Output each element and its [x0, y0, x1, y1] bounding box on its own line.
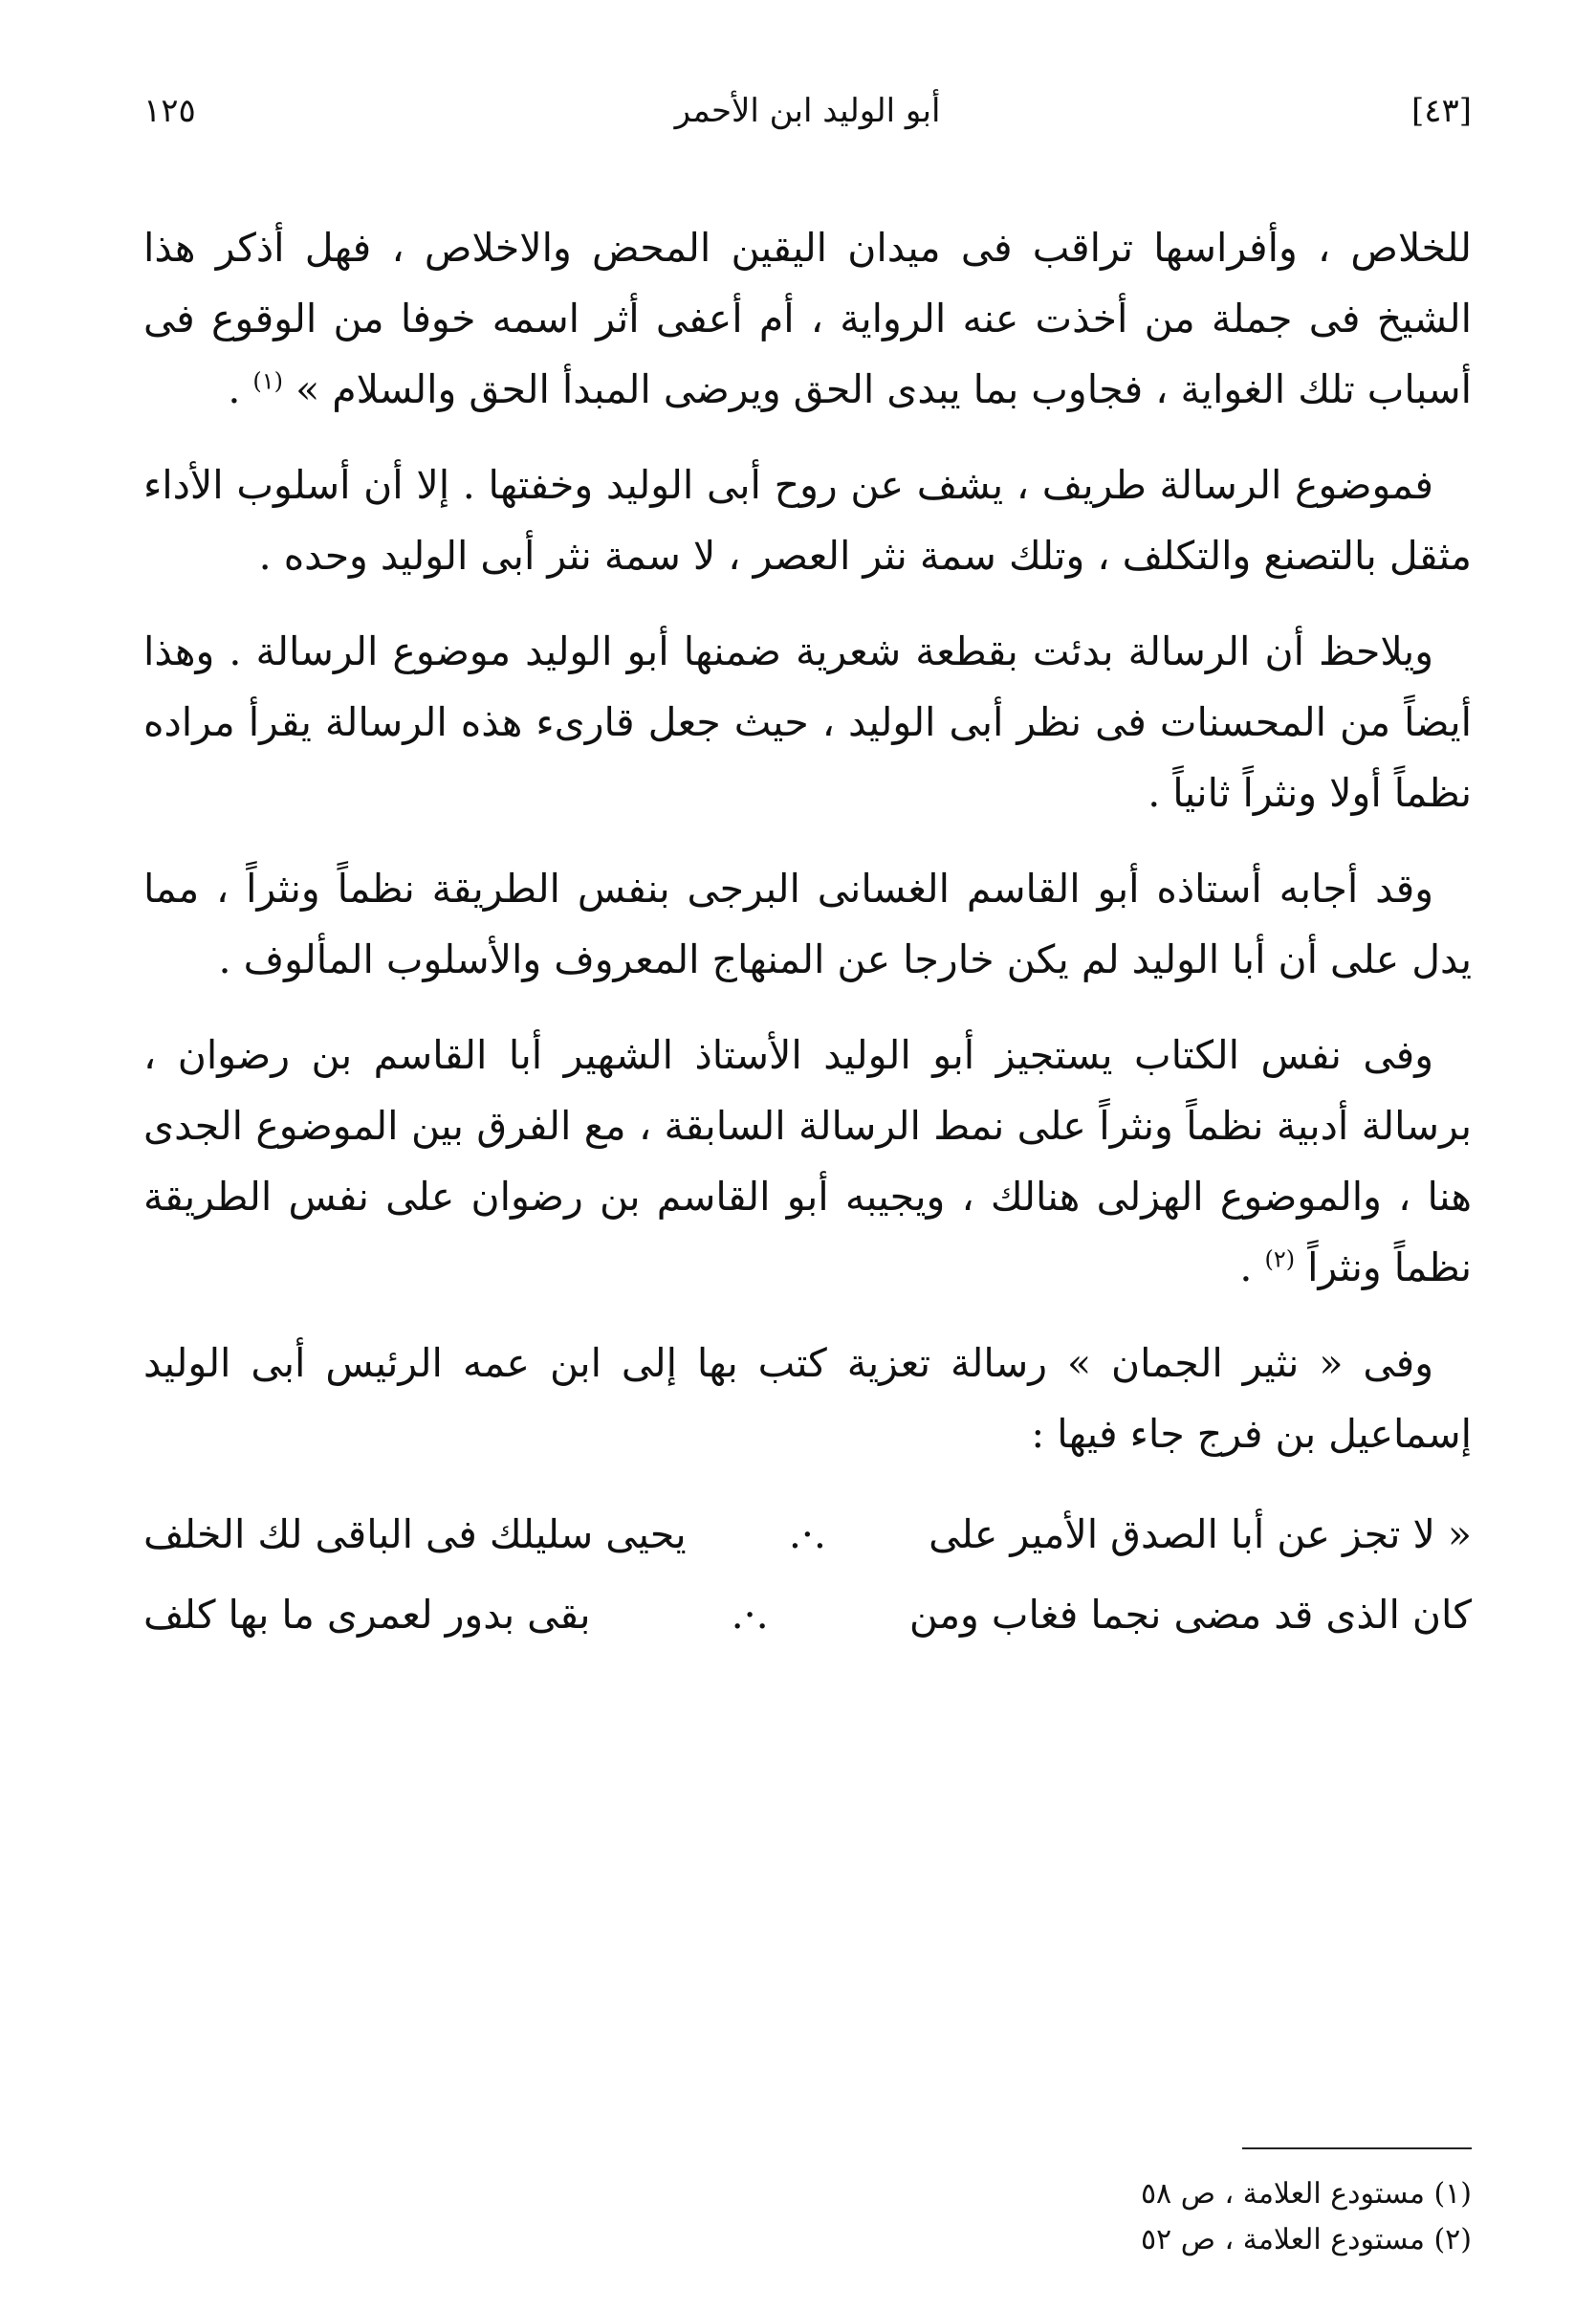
- paragraph-text: وقد أجابه أستاذه أبو القاسم الغسانى البرجى بنفس الطريقة نظماً ونثراً ، مما يدل على أن أبا الوليد لم يكن خارجا عن المنهاج المعروف والأسلوب المألوف .: [143, 866, 1472, 982]
- paragraph-4: [143, 853, 1472, 995]
- paragraph-6: [143, 1328, 1472, 1469]
- paragraph-tail: .: [1239, 1244, 1265, 1290]
- verse-separator: .·.: [788, 1511, 826, 1557]
- footnote-ref-2: (٢): [1264, 1245, 1296, 1273]
- footnote-ref-1: (١): [252, 367, 284, 395]
- page-number: ١٢٥: [143, 92, 196, 130]
- verse-hemistich-second: يحيى سليلك فى الباقى لك الخلف: [143, 1511, 687, 1557]
- paragraph-3: [143, 616, 1472, 828]
- section-marker: [٤٣]: [1410, 92, 1472, 130]
- verse-separator: .·.: [731, 1592, 769, 1638]
- footnotes: [143, 2171, 1472, 2263]
- paragraph-text: فموضوع الرسالة طريف ، يشف عن روح أبى الوليد وخفتها . إلا أن أسلوب الأداء مثقل بالتصنع والتكلف ، وتلك سمة نثر العصر ، لا سمة نثر أبى الوليد وحده .: [143, 462, 1472, 579]
- poem-verses: [143, 1494, 1472, 1655]
- page-header: [143, 92, 1472, 149]
- paragraph-2: [143, 450, 1472, 591]
- paragraph-text: ويلاحظ أن الرسالة بدئت بقطعة شعرية ضمنها أبو الوليد موضوع الرسالة . وهذا أيضاً من المحسنات فى نظر أبى الوليد ، حيث جعل قارىء هذه الرسالة يقرأ مراده نظماً أولا ونثراً ثانياً .: [143, 628, 1472, 816]
- footnote-divider: [1242, 2147, 1472, 2149]
- footnote-1: (١) مستودع العلامة ، ص ٥٨: [1140, 2177, 1472, 2211]
- paragraph-text: وفى « نثير الجمان » رسالة تعزية كتب بها إلى ابن عمه الرئيس أبى الوليد إسماعيل بن فرج جاء فيها :: [143, 1340, 1472, 1457]
- verse-hemistich-first: كان الذى قد مضى نجما فغاب ومن: [908, 1592, 1472, 1638]
- verse-hemistich-second: بقى بدور لعمرى ما بها كلف: [142, 1592, 591, 1638]
- main-text: [143, 212, 1472, 1655]
- paragraph-tail: .: [228, 366, 253, 412]
- paragraph-1: [143, 212, 1472, 425]
- verse-hemistich-first: « لا تجز عن أبا الصدق الأمير على: [929, 1511, 1472, 1557]
- paragraph-text: للخلاص ، وأفراسها تراقب فى ميدان اليقين المحض والاخلاص ، فهل أذكر هذا الشيخ فى جملة من أخذت عنه الرواية ، أم أعفى أثر اسمه خوفا من الوقوع فى أسباب تلك الغواية ، فجاوب بما يبدى الحق ويرضى المبدأ الحق والسلام »: [143, 225, 1472, 412]
- verse-line-1: [143, 1494, 1472, 1574]
- paragraph-5: [143, 1020, 1472, 1303]
- footnote-2: (٢) مستودع العلامة ، ص ٥٢: [1140, 2223, 1472, 2256]
- paragraph-text: وفى نفس الكتاب يستجيز أبو الوليد الأستاذ الشهير أبا القاسم بن رضوان ، برسالة أدبية نظماً ونثراً على نمط الرسالة السابقة ، مع الفرق بين الموضوع الجدى هنا ، والموضوع الهزلى هنالك ، ويجيبه أبو القاسم بن رضوان على نفس الطريقة نظماً ونثراً: [143, 1032, 1472, 1290]
- verse-line-2: [143, 1574, 1472, 1655]
- running-title: أبو الوليد ابن الأحمر: [674, 92, 941, 130]
